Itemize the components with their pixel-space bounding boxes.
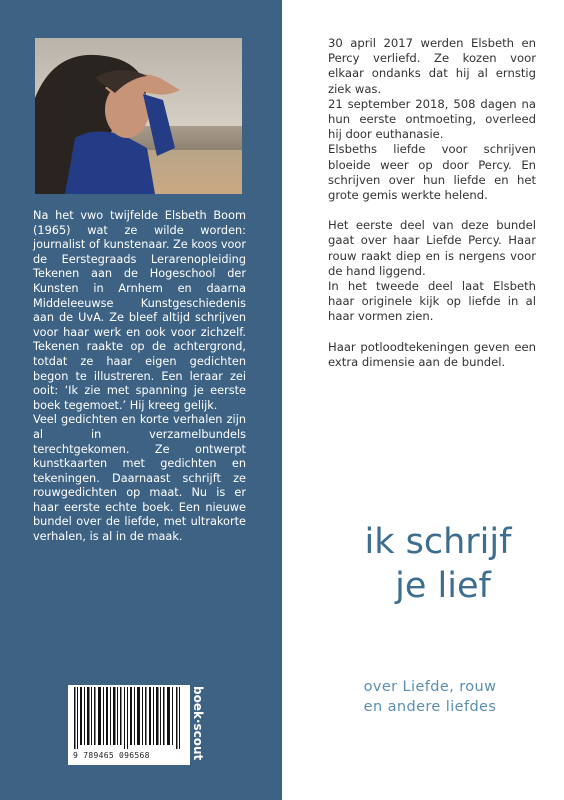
blurb-paragraph: Elsbeths liefde voor schrijven bloeide weer op door Percy. En schrijven over hun liefde en het grote gemis werkte helend. — [328, 142, 536, 203]
blurb — [328, 36, 536, 370]
subtitle-line: en andere liefdes — [363, 699, 497, 715]
blurb-paragraph: Het eerste deel van deze bundel gaat over haar Liefde Percy. Haar rouw raakt diep en is nergens voor de hand liggend. — [328, 218, 536, 278]
blurb-paragraph: Haar potloodtekeningen geven een extra dimensie aan de bundel. — [328, 339, 536, 369]
author-photo — [35, 38, 242, 194]
author-bio — [33, 209, 246, 545]
publisher-logo-text: boek·scout — [191, 686, 205, 761]
blurb-paragraph: In het tweede deel laat Elsbeth haar originele kijk op liefde in al haar vormen zien. — [328, 279, 536, 324]
publisher-logo — [189, 684, 207, 766]
book-subtitle — [330, 677, 530, 717]
subtitle-line: over Liefde, rouw — [363, 679, 497, 695]
isbn-digits: 9 789465 096568 — [73, 751, 150, 760]
book-title — [318, 520, 558, 608]
bio-paragraph: Veel gedichten en korte verhalen zijn al in verzamelbundels terechtgekomen. Ze ontwerpt kunstkaarten met gedichten en tekeningen. Daarnaast schrijft ze rouwgedichten op maat. Nu is er haar eerste echte boek. Een nieuwe bundel over de liefde, met ultrakorte verhalen, is al in de maak. — [33, 413, 246, 544]
barcode — [68, 685, 190, 765]
barcode-bars — [72, 687, 186, 749]
blurb-paragraph: 21 september 2018, 508 dagen na hun eerste ontmoeting, overleed hij door euthanasie. — [328, 96, 536, 142]
blurb-paragraph: 30 april 2017 werden Elsbeth en Percy verliefd. Ze kozen voor elkaar ondanks dat hij al ernstig ziek was. — [328, 36, 536, 96]
bio-paragraph: Na het vwo twijfelde Elsbeth Boom (1965) wat ze wilde worden: journalist of kunstenaar. Ze koos voor de Eerstegraads Lerarenopleiding Tekenen aan de Hogeschool der Kunsten in Arnhem en daarna Middeleeuwse Kunstgeschiedenis aan de UvA. Ze bleef altijd schrijven voor haar werk en ook voor zichzelf. Tekenen raakte op de achtergrond, totdat ze haar eigen gedichten begon te illustreren. Een leraar zei ooit: ‘Ik zie met spanning je eerste boek tegemoet.’ Hij kreeg gelijk. — [33, 209, 246, 412]
title-line: ik schrijf — [364, 522, 512, 562]
title-line: je lief — [395, 566, 491, 606]
